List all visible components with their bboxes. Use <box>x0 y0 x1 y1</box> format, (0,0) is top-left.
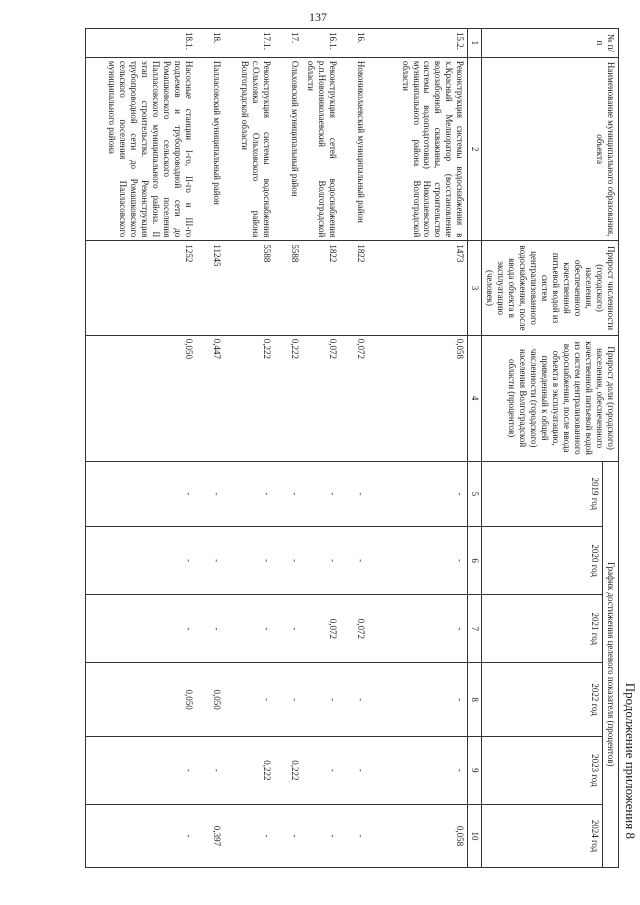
row-population: 1252 <box>86 241 196 335</box>
row-2019: - <box>196 461 224 527</box>
row-2019: - <box>86 461 196 527</box>
row-2022: - <box>340 663 368 736</box>
row-2019: - <box>224 461 274 527</box>
column-number: 3 <box>468 241 482 335</box>
row-2019: - <box>274 461 302 527</box>
row-2019: - <box>340 461 368 527</box>
row-2023: - <box>86 736 196 804</box>
row-2021: 0,072 <box>302 595 340 663</box>
column-number: 10 <box>468 804 482 867</box>
table-row <box>302 29 340 868</box>
row-2020: - <box>86 527 196 595</box>
row-share: 0,072 <box>340 335 368 461</box>
row-name: Новониколаевский муниципальный район <box>340 57 368 241</box>
row-2024: 0,058 <box>368 804 468 867</box>
row-num: 17.1. <box>224 29 274 58</box>
row-population: 11245 <box>196 241 224 335</box>
column-number: 5 <box>468 461 482 527</box>
column-number: 2 <box>468 57 482 241</box>
row-2022: - <box>224 663 274 736</box>
row-2024: - <box>274 804 302 867</box>
column-number: 7 <box>468 595 482 663</box>
row-2024: - <box>302 804 340 867</box>
row-2023: - <box>302 736 340 804</box>
row-population: 1822 <box>340 241 368 335</box>
appendix-caption: Продолжение приложения 8 <box>623 682 638 839</box>
header-year-2024: 2024 год <box>482 804 603 867</box>
row-2024: - <box>86 804 196 867</box>
header-row <box>603 29 619 868</box>
header-year-2019: 2019 год <box>482 461 603 527</box>
row-2023: - <box>196 736 224 804</box>
header-year-2022: 2022 год <box>482 663 603 736</box>
column-number-row <box>468 29 482 868</box>
row-2022: - <box>368 663 468 736</box>
row-2020: - <box>224 527 274 595</box>
table-row <box>196 29 224 868</box>
row-2020: - <box>274 527 302 595</box>
row-2023: - <box>368 736 468 804</box>
header-year-2021: 2021 год <box>482 595 603 663</box>
row-name: Реконструкция сетей водоснабжения р.п.Новониколаевский Волгоградской области <box>302 57 340 241</box>
row-2023: 0,222 <box>274 736 302 804</box>
row-name: Реконструкция системы водоснабжения в х.Красный Мелиоратор (восстановление водозаборной скважины, строительство системы водоподготовки) Николаевского муниципального района Волгоградской области <box>368 57 468 241</box>
row-2022: - <box>302 663 340 736</box>
header-year-2020: 2020 год <box>482 527 603 595</box>
column-number: 9 <box>468 736 482 804</box>
row-population: 5588 <box>224 241 274 335</box>
row-2021: - <box>196 595 224 663</box>
row-2020: - <box>302 527 340 595</box>
row-2021: - <box>86 595 196 663</box>
row-2021: - <box>274 595 302 663</box>
row-num: 15.2. <box>368 29 468 58</box>
row-2020: - <box>196 527 224 595</box>
row-num: 18.1. <box>86 29 196 58</box>
row-share: 0,050 <box>86 335 196 461</box>
header-population: Прирост численности (городского) населения, обеспеченного качественной питьевой водой из систем централизованного водоснабжения, после ввода объекта в эксплуатацию (человек) <box>482 241 619 335</box>
row-population: 5588 <box>274 241 302 335</box>
row-2022: 0,050 <box>86 663 196 736</box>
row-share: 0,058 <box>368 335 468 461</box>
header-year-2023: 2023 год <box>482 736 603 804</box>
column-number: 4 <box>468 335 482 461</box>
row-name: Палласовский муниципальный район <box>196 57 224 241</box>
row-name: Ольховский муниципальный район <box>274 57 302 241</box>
row-2024: 0,397 <box>196 804 224 867</box>
column-number: 6 <box>468 527 482 595</box>
row-name: Насосные станции I-го, II-го и III-го подъемов и трубопроводной сети до Ромашковского сельского поселения Палласовского муниципального района. II этап строительства. Реконструкция трубопроводной сети до Ромашковского сельского поселения Палласовского муниципального района <box>86 57 196 241</box>
row-share: 0,072 <box>302 335 340 461</box>
table-row <box>340 29 368 868</box>
row-2022: 0,050 <box>196 663 224 736</box>
row-num: 17. <box>274 29 302 58</box>
row-2019: - <box>302 461 340 527</box>
row-num: 16.1. <box>302 29 340 58</box>
page-number: 137 <box>309 10 327 24</box>
row-share: 0,447 <box>196 335 224 461</box>
row-name: Реконструкция системы водоснабжения с.Ольховка Ольховского района Волгоградской области <box>224 57 274 241</box>
table-row <box>86 29 196 868</box>
row-population: 1473 <box>368 241 468 335</box>
row-2019: - <box>368 461 468 527</box>
row-share: 0,222 <box>224 335 274 461</box>
row-2021: - <box>224 595 274 663</box>
rotated-table-area <box>107 0 640 875</box>
row-2023: 0,222 <box>224 736 274 804</box>
table-row <box>274 29 302 868</box>
row-2020: - <box>340 527 368 595</box>
row-population: 1822 <box>302 241 340 335</box>
header-name: Наименование муниципального образования, объекта <box>482 57 619 241</box>
row-share: 0,222 <box>274 335 302 461</box>
row-num: 16. <box>340 29 368 58</box>
row-2022: - <box>274 663 302 736</box>
row-2023: - <box>340 736 368 804</box>
row-2024: - <box>340 804 368 867</box>
header-num: № п/п <box>482 29 619 58</box>
table-row <box>224 29 274 868</box>
table-row <box>368 29 468 868</box>
row-2021: - <box>368 595 468 663</box>
row-2021: 0,072 <box>340 595 368 663</box>
column-number: 8 <box>468 663 482 736</box>
row-num: 18. <box>196 29 224 58</box>
target-indicator-table <box>85 28 619 868</box>
header-share: Прирост доли (городского) населения, обеспеченного качественной питьевой водой из систем централизованного водоснабжения, после ввода объекта в эксплуатацию, приведенный к общей численности (городского) населения Волгоградской области (процентов) <box>482 335 619 461</box>
row-2020: - <box>368 527 468 595</box>
header-schedule: График достижения целевого показателя (процентов) <box>603 461 619 867</box>
column-number: 1 <box>468 29 482 58</box>
row-2024: - <box>224 804 274 867</box>
